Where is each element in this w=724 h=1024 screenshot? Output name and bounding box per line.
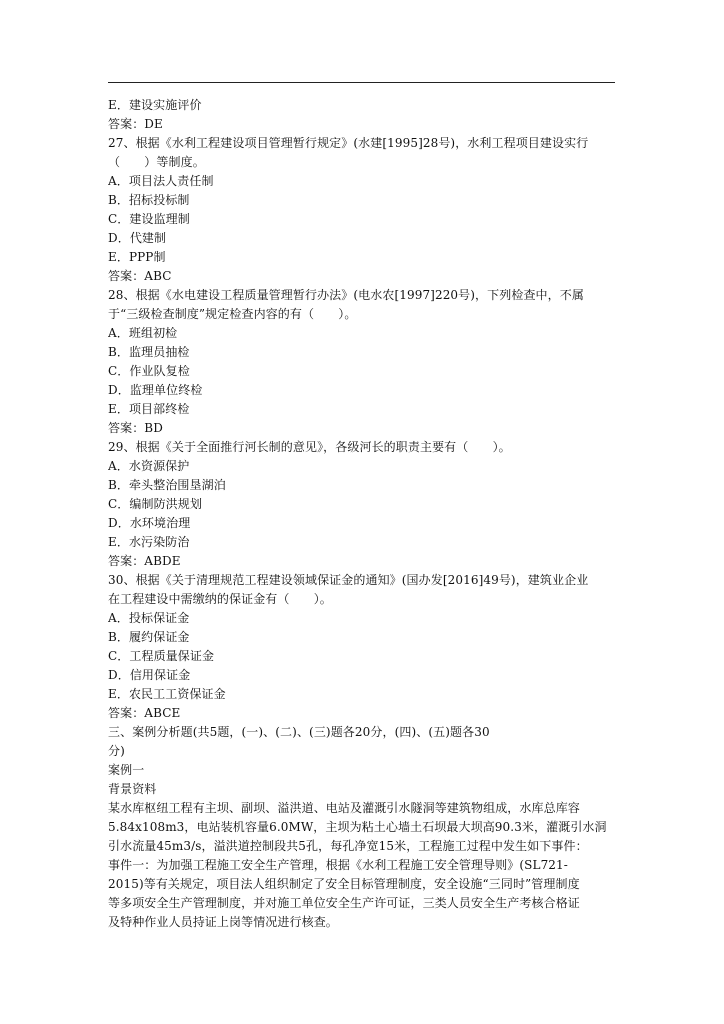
answer-q28: 答案：BD (108, 421, 163, 435)
background-para-line1: 某水库枢纽工程有主坝、副坝、溢洪道、电站及灌溉引水隧洞等建筑物组成，水库总库容 (108, 801, 580, 815)
question-30-line2: 在工程建设中需缴纳的保证金有（ ）。 (108, 592, 332, 606)
background-heading: 背景资料 (108, 782, 157, 796)
option-a-q30: A．投标保证金 (108, 611, 190, 625)
option-e-q26: E．建设实施评价 (108, 98, 202, 112)
option-c-q29: C．编制防洪规划 (108, 497, 202, 511)
event-1-line2: 2015)等有关规定，项目法人组织制定了安全目标管理制度，安全设施“三同时”管理制度 (108, 877, 580, 891)
event-1-line4: 及特种作业人员持证上岗等情况进行核查。 (108, 915, 338, 929)
question-29: 29、根据《关于全面推行河长制的意见》，各级河长的职责主要有（ ）。 (108, 440, 511, 454)
event-1-line1: 事件一：为加强工程施工安全生产管理，根据《水利工程施工安全管理导则》(SL721- (108, 858, 568, 872)
question-27-line1: 27、根据《水利工程建设项目管理暂行规定》(水建[1995]28号)，水利工程项目建设实行 (108, 136, 589, 150)
option-d-q27: D．代建制 (108, 231, 167, 245)
answer-q29: 答案：ABDE (108, 554, 181, 568)
header-rule (108, 82, 615, 83)
option-d-q28: D．监理单位终检 (108, 383, 203, 397)
answer-q27: 答案：ABC (108, 269, 172, 283)
option-c-q30: C．工程质量保证金 (108, 649, 215, 663)
option-c-q27: C．建设监理制 (108, 212, 190, 226)
option-b-q28: B．监理员抽检 (108, 345, 190, 359)
option-b-q27: B．招标投标制 (108, 193, 190, 207)
question-28-line1: 28、根据《水电建设工程质量管理暂行办法》(电水农[1997]220号)，下列检查中，不属 (108, 288, 584, 302)
answer-q30: 答案：ABCE (108, 706, 181, 720)
option-c-q28: C．作业队复检 (108, 364, 190, 378)
question-27-line2: （ ）等制度。 (108, 155, 205, 169)
background-para-line3: 引水流量45m3/s，溢洪道控制段共5孔，每孔净宽15米，工程施工过程中发生如下事件： (108, 839, 588, 853)
option-d-q29: D．水环境治理 (108, 516, 191, 530)
option-d-q30: D．信用保证金 (108, 668, 191, 682)
document-body (108, 96, 616, 932)
section-3-heading-line2: 分) (108, 744, 125, 758)
event-1-line3: 等多项安全生产管理制度，并对施工单位安全生产许可证，三类人员安全生产考核合格证 (108, 896, 580, 910)
background-para-line2: 5.84x108m3，电站装机容量6.0MW，主坝为粘土心墙土石坝最大坝高90.3米，灌溉引水洞 (108, 820, 607, 834)
question-28-line2: 于“三级检查制度”规定检查内容的有（ ）。 (108, 307, 357, 321)
option-b-q30: B．履约保证金 (108, 630, 190, 644)
answer-q26: 答案：DE (108, 117, 163, 131)
option-a-q27: A．项目法人责任制 (108, 174, 214, 188)
option-a-q29: A．水资源保护 (108, 459, 190, 473)
option-e-q27: E．PPP制 (108, 250, 166, 264)
option-e-q29: E．水污染防治 (108, 535, 190, 549)
section-3-heading-line1: 三、案例分析题(共5题，(一)、(二)、(三)题各20分，(四)、(五)题各30 (108, 725, 490, 739)
case-1-title: 案例一 (108, 763, 145, 777)
option-b-q29: B．牵头整治围垦湖泊 (108, 478, 226, 492)
option-e-q28: E．项目部终检 (108, 402, 190, 416)
question-30-line1: 30、根据《关于清理规范工程建设领域保证金的通知》(国办发[2016]49号)，建筑业企业 (108, 573, 589, 587)
option-e-q30: E．农民工工资保证金 (108, 687, 226, 701)
option-a-q28: A．班组初检 (108, 326, 178, 340)
